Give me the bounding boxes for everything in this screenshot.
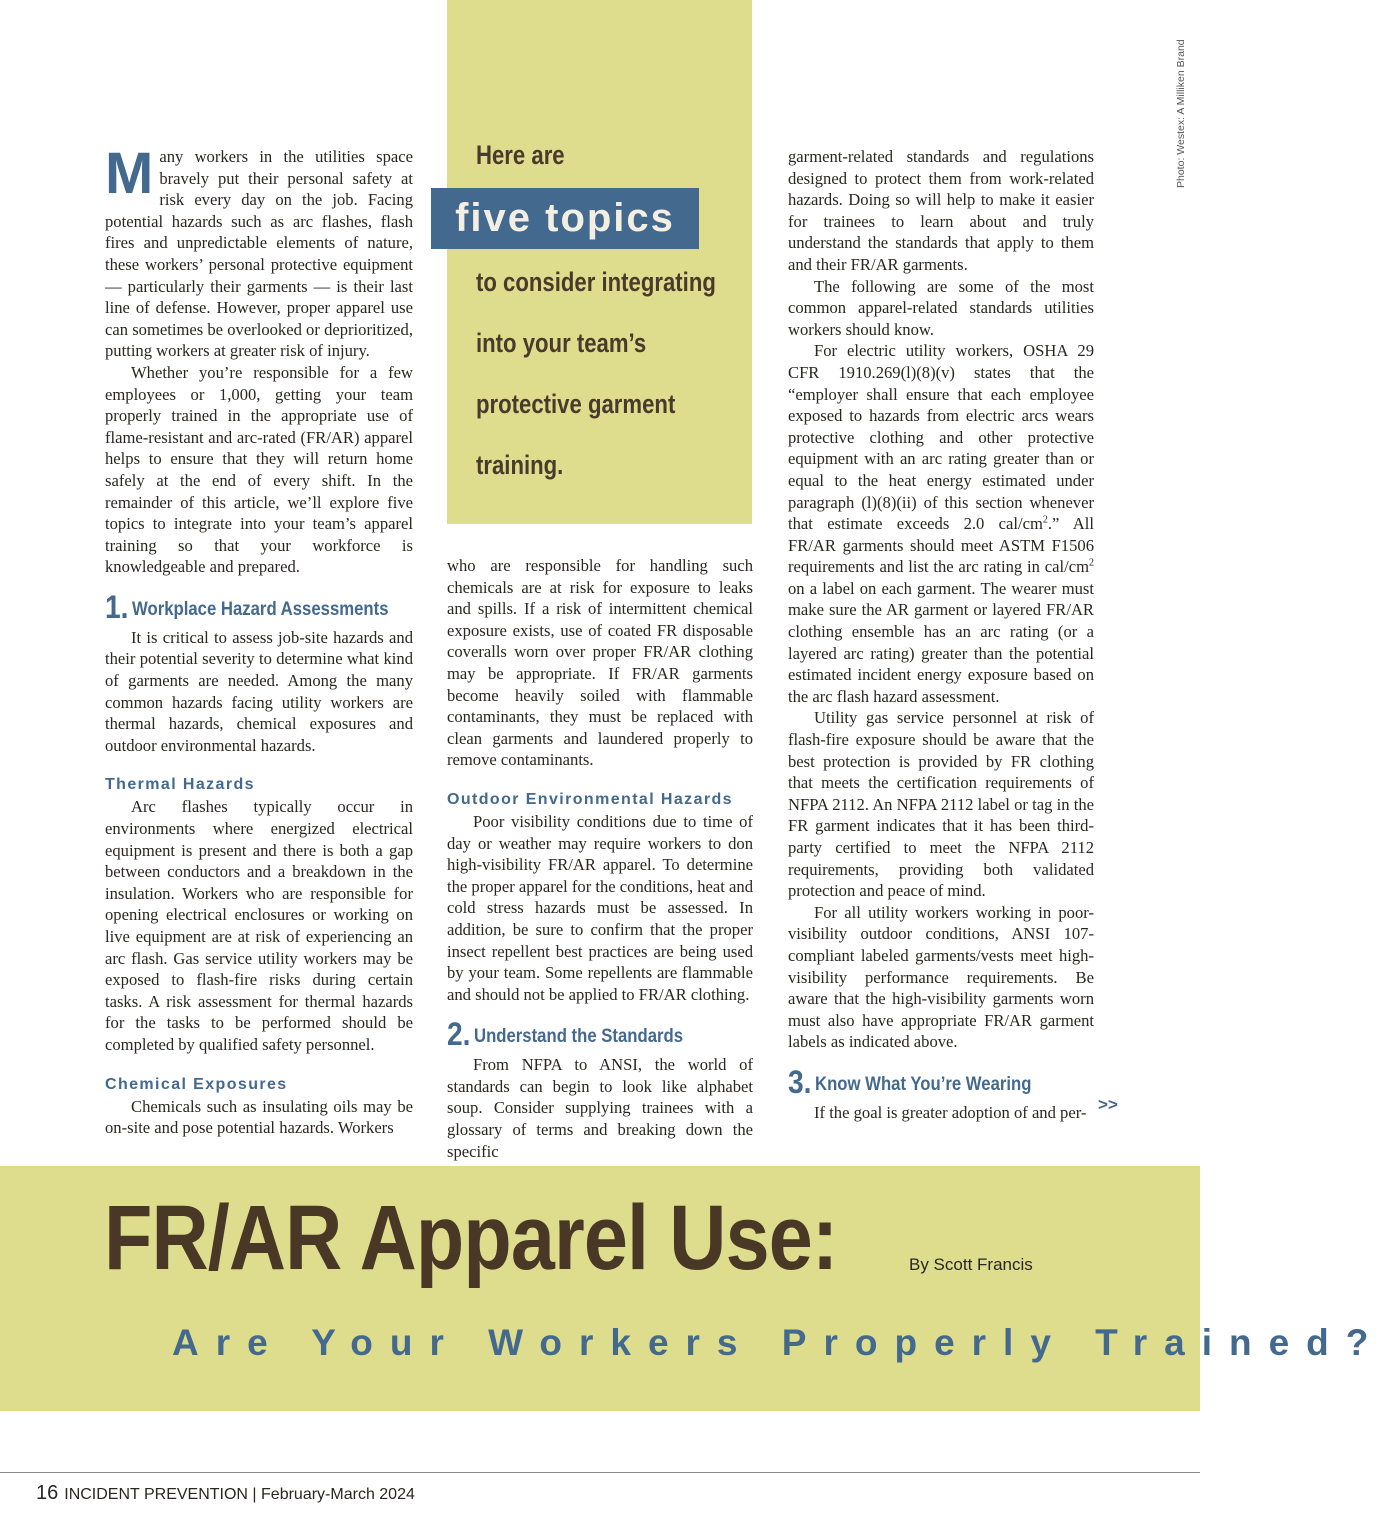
section-1-number: 1. bbox=[105, 588, 129, 625]
section-1-title: Workplace Hazard Assessments bbox=[132, 598, 389, 620]
pull-quote-line-3: to consider integrating bbox=[476, 267, 716, 297]
article-column-1 bbox=[105, 141, 413, 1139]
standards-paragraph-2: The following are some of the most common apparel-related standards utilities workers should know. bbox=[788, 276, 1094, 339]
section-2-paragraph: From NFPA to ANSI, the world of standards can begin to look like alphabet soup. Consider supplying trainees with a glossary of terms and breaking down the specific bbox=[447, 1055, 753, 1161]
publication-name: INCIDENT PREVENTION bbox=[64, 1486, 248, 1503]
section-3-paragraph: If the goal is greater adoption of and per- bbox=[814, 1102, 1087, 1122]
superscript: 2 bbox=[1042, 514, 1048, 526]
outdoor-hazards-paragraph: Poor visibility conditions due to time of day or weather may require workers to don high-visibility FR/AR apparel. To determine the proper apparel for the conditions, heat and cold stress hazards must be assessed. In addition, be sure to confirm that the proper insect repellent best practices are being used by your team. Some repellents are flammable and should not be applied to FR/AR clothing. bbox=[447, 811, 753, 1004]
section-2-title: Understand the Standards bbox=[474, 1026, 684, 1048]
page-number: 16 bbox=[36, 1482, 59, 1504]
thermal-hazards-heading: Thermal Hazards bbox=[105, 776, 255, 794]
section-1-heading bbox=[105, 588, 389, 625]
osha-text-c: on a label on each garment. The wearer must make sure the AR garment or layered FR/AR clothing ensemble has an arc rating (or a layered arc rating) greater than the potential estimated incident energy exposure based on the arc flash hazard assessment. bbox=[788, 578, 1094, 706]
nfpa-paragraph: Utility gas service personnel at risk of flash-fire exposure should be aware that the best protection is provided by FR clothing that meets the certification requirements of NFPA 2112. An NFPA 2112 label or tag in the FR garment indicates that it has been third-party certified to meet the NFPA 2112 requirements, providing both validated protection and peace of mind. bbox=[788, 708, 1094, 901]
article-title: FR/AR Apparel Use: bbox=[104, 1187, 838, 1289]
continue-arrow-icon: >> bbox=[1098, 1095, 1118, 1114]
byline: By Scott Francis bbox=[909, 1255, 1033, 1274]
intro-paragraph-2: Whether you’re responsible for a few employees or 1,000, getting your team properly trained in the appropriate use of flame-resistant and arc-rated (FR/AR) apparel helps to ensure that they will return home safely at the end of every shift. In the remainder of this article, we’ll explore five topics to integrate into your team’s apparel training so that your workforce is knowledgeable and prepared. bbox=[105, 362, 413, 577]
section-1-paragraph: It is critical to assess job-site hazards and their potential severity to determine what kind of garments are needed. Among the many common hazards facing utility workers are thermal hazards, chemical exposures and outdoor environmental hazards. bbox=[105, 627, 413, 755]
ansi-paragraph: For all utility workers working in poor-visibility outdoor conditions, ANSI 107-compliant labeled garments/vests meet high-visibility performance requirements. Be aware that the high-visibility garments worn must also have appropriate FR/AR garment labels as indicated above. bbox=[788, 902, 1094, 1052]
chemical-exposures-continued: who are responsible for handling such chemicals are at risk for exposure to leaks and spills. If a risk of intermittent chemical exposure exists, use of coated FR disposable coveralls worn over proper FR/AR clothing may be appropriate. If FR/AR garments become heavily soiled with flammable contaminants, they must be replaced with clean garments and laundered properly to remove contaminants. bbox=[447, 556, 753, 770]
section-2-number: 2. bbox=[447, 1016, 471, 1053]
pull-quote-box bbox=[447, 0, 752, 524]
photo-credit: Photo: Westex: A Milliken Brand bbox=[1175, 39, 1187, 188]
article-column-3 bbox=[788, 146, 1094, 1124]
intro-paragraph-1: any workers in the utilities space bravely put their personal safety at risk every day on the job. Facing potential hazards such as arc flashes, flash fires and unpredictable elements of nature, these workers’ personal protective equipment — particularly their garments — is their last line of defense. However, proper apparel use can sometimes be overlooked or deprioritized, putting workers at greater risk of injury. bbox=[105, 147, 413, 361]
section-3-number: 3. bbox=[788, 1063, 812, 1100]
pull-quote-highlight: five topics bbox=[431, 188, 699, 249]
chemical-exposures-paragraph: Chemicals such as insulating oils may be on-site and pose potential hazards. Workers bbox=[105, 1096, 413, 1138]
issue-date: February-March 2024 bbox=[261, 1486, 415, 1503]
page-footer bbox=[36, 1482, 415, 1505]
outdoor-hazards-heading: Outdoor Environmental Hazards bbox=[447, 790, 733, 808]
section-2-heading bbox=[447, 1016, 716, 1053]
pull-quote-line-1: Here are bbox=[476, 140, 565, 170]
osha-text-a: For electric utility workers, OSHA 29 CFR 1910.269(l)(8)(v) states that the “employer shall ensure that each employee exposed to hazards from electric arcs wears protective clothing and other protective equipment with an arc rating greater than or equal to the heat energy estimated under paragraph (l)(8)(ii) of this section whenever that estimate exceeds 2.0 cal/cm bbox=[788, 341, 1094, 534]
osha-paragraph bbox=[788, 340, 1094, 707]
pull-quote-line-4: into your team’s bbox=[476, 328, 647, 358]
chemical-exposures-heading: Chemical Exposures bbox=[105, 1075, 288, 1093]
footer-separator: | bbox=[247, 1486, 262, 1503]
superscript: 2 bbox=[1089, 557, 1094, 569]
osha-text-b: .” All FR/AR garments should meet ASTM F1506 requirements and list the arc rating in cal/cm bbox=[788, 514, 1095, 577]
article-column-2 bbox=[447, 555, 753, 1162]
section-3-heading bbox=[788, 1063, 1057, 1100]
pull-quote-line-6: training. bbox=[476, 450, 564, 480]
footer-rule bbox=[0, 1472, 1200, 1473]
drop-cap: M bbox=[105, 141, 154, 206]
standards-continued: garment-related standards and regulations designed to protect them from work-related hazards. Doing so will help to make it easier for trainees to learn about and truly understand the standards that apply to them and their FR/AR garments. bbox=[788, 147, 1094, 274]
pull-quote-line-5: protective garment bbox=[476, 389, 676, 419]
article-subtitle: Are Your Workers Properly Trained? bbox=[172, 1322, 1385, 1363]
section-3-title: Know What You’re Wearing bbox=[815, 1073, 1032, 1095]
thermal-hazards-paragraph: Arc flashes typically occur in environments where energized electrical equipment is present and there is both a gap between conductors and a breakdown in the insulation. Workers who are responsible for opening electrical enclosures or working on live equipment are at risk of experiencing an arc flash. Gas service utility workers may be exposed to flash-fire risks during certain tasks. A risk assessment for thermal hazards for the tasks to be performed should be completed by qualified safety personnel. bbox=[105, 797, 413, 1054]
